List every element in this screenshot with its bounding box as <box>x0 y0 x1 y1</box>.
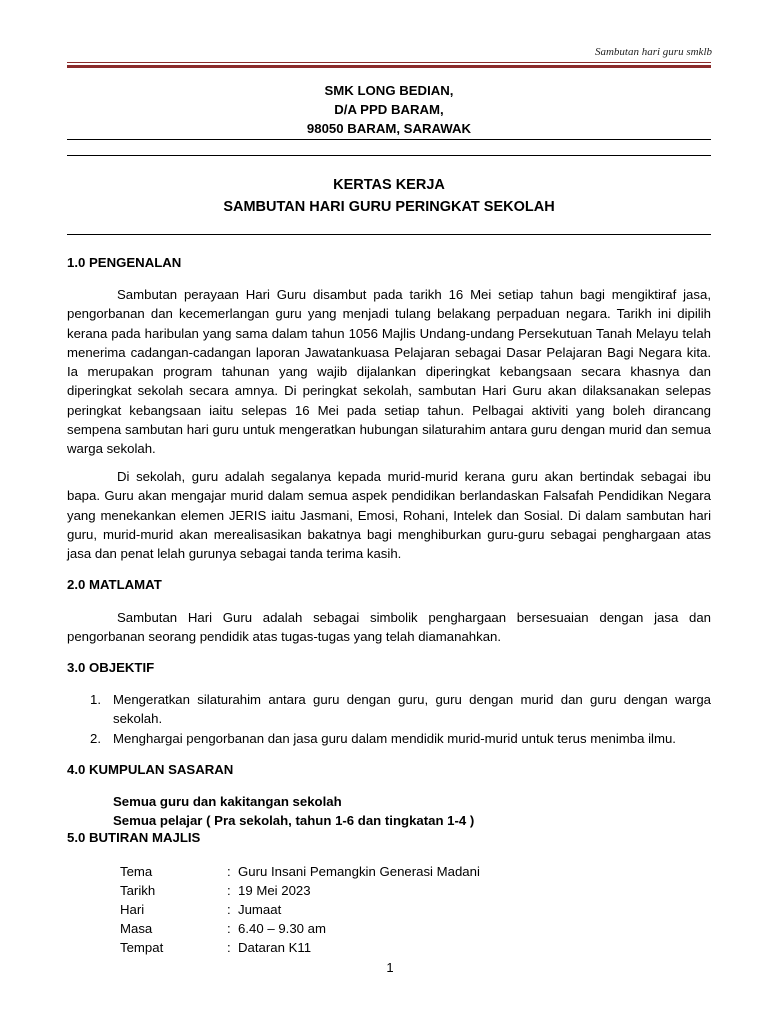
detail-row <box>120 862 620 881</box>
detail-value: Guru Insani Pemangkin Generasi Madani <box>238 864 480 879</box>
detail-separator: : <box>227 921 231 936</box>
detail-key: Tarikh <box>120 883 156 898</box>
detail-separator: : <box>227 883 231 898</box>
detail-separator: : <box>227 902 231 917</box>
school-address <box>67 81 711 138</box>
detail-row <box>120 938 620 957</box>
document-title <box>67 174 711 218</box>
list-text: Mengeratkan silaturahim antara guru dengan guru, guru dengan murid dan guru dengan warga sekolah. <box>113 692 711 727</box>
detail-value: 19 Mei 2023 <box>238 883 311 898</box>
section-heading: 2.0 MATLAMAT <box>67 577 162 592</box>
title-rule <box>67 234 711 235</box>
header-rule-thick <box>67 65 711 68</box>
detail-separator: : <box>227 864 231 879</box>
address-rule-bottom <box>67 155 711 156</box>
detail-value: Jumaat <box>238 902 282 917</box>
detail-key: Hari <box>120 902 145 917</box>
detail-row <box>120 881 620 900</box>
list-number: 2. <box>90 730 101 746</box>
detail-row <box>120 919 620 938</box>
list-item <box>67 690 711 729</box>
detail-value: 6.40 – 9.30 am <box>238 921 326 936</box>
header-rule-thin <box>67 62 711 63</box>
list-item <box>67 729 711 748</box>
list-text: Menghargai pengorbanan dan jasa guru dalam mendidik murid-murid untuk terus menimba ilmu. <box>113 730 676 746</box>
address-rule-top <box>67 139 711 140</box>
detail-row <box>120 900 620 919</box>
running-header: Sambutan hari guru smklb <box>594 46 712 58</box>
target-group-line: Semua guru dan kakitangan sekolah <box>113 794 342 809</box>
detail-separator: : <box>227 940 231 955</box>
section-heading: 4.0 KUMPULAN SASARAN <box>67 762 234 777</box>
address-line: 98050 BARAM, SARAWAK <box>306 121 472 136</box>
paragraph: Di sekolah, guru adalah segalanya kepada murid-murid kerana guru akan bertindak sebagai ibu bapa. Guru akan mengajar murid dalam semua aspek pendidikan berlandaskan Falsafah Pendidikan Negara yang menekankan elemen JERIS iaitu Jasmani, Emosi, Rohani, Intelek dan Sosial. Di dalam sambutan hari guru, murid-murid akan merealisasikan bakatnya bagi menghiburkan guru-guru sebagai penghargaan atas jasa dan penat lelah gurunya sebagai tanda terima kasih. <box>67 469 711 562</box>
section-heading: 3.0 OBJEKTIF <box>67 660 155 675</box>
section-heading: 1.0 PENGENALAN <box>67 255 182 270</box>
page-number: 1 <box>386 960 394 975</box>
detail-key: Masa <box>120 921 153 936</box>
title-line: KERTAS KERJA <box>333 177 445 193</box>
section-heading: 5.0 BUTIRAN MAJLIS <box>67 830 201 845</box>
list-number: 1. <box>90 692 101 707</box>
paragraph: Sambutan perayaan Hari Guru disambut pada tarikh 16 Mei setiap tahun bagi mengiktiraf jasa, pengorbanan dan kecemerlangan guru yang menjadi tulang belakang perpaduan negara. Tarikh ini dipilih kerana pada haribulan yang sama dalam tahun 1056 Majlis Undang-undang Persekutuan Tanah Melayu telah menerima cadangan-cadangan laporan Jawatankuasa Pelajaran sebagai Dasar Pelajaran Bagi Negara kita. Ia merupakan program tahunan yang wajib dijalankan diperingkat kebangsaan secara khasnya dan diperingkat sekolah secara amnya. Di peringkat sekolah, sambutan Hari Guru akan dilaksanakan selepas peringkat kebangsaan iaitu selepas 16 Mei pada setiap tahun. Pelbagai aktiviti yang boleh dirancang sempena sambutan hari guru untuk mengeratkan hubungan silaturahim antara guru dengan murid dan semua warga sekolah. <box>67 287 711 457</box>
address-line: D/A PPD BARAM, <box>334 102 444 117</box>
objective-list <box>67 690 711 748</box>
detail-value: Dataran K11 <box>238 940 312 955</box>
detail-key: Tempat <box>120 940 164 955</box>
paragraph: Sambutan Hari Guru adalah sebagai simbolik penghargaan bersesuaian dengan jasa dan pengorbanan seorang pendidik atas tugas-tugas yang telah diamanahkan. <box>67 610 711 645</box>
detail-key: Tema <box>120 864 153 879</box>
target-group-line: Semua pelajar ( Pra sekolah, tahun 1-6 dan tingkatan 1-4 ) <box>113 813 475 828</box>
address-line: SMK LONG BEDIAN, <box>324 83 454 98</box>
title-line: SAMBUTAN HARI GURU PERINGKAT SEKOLAH <box>223 199 555 215</box>
